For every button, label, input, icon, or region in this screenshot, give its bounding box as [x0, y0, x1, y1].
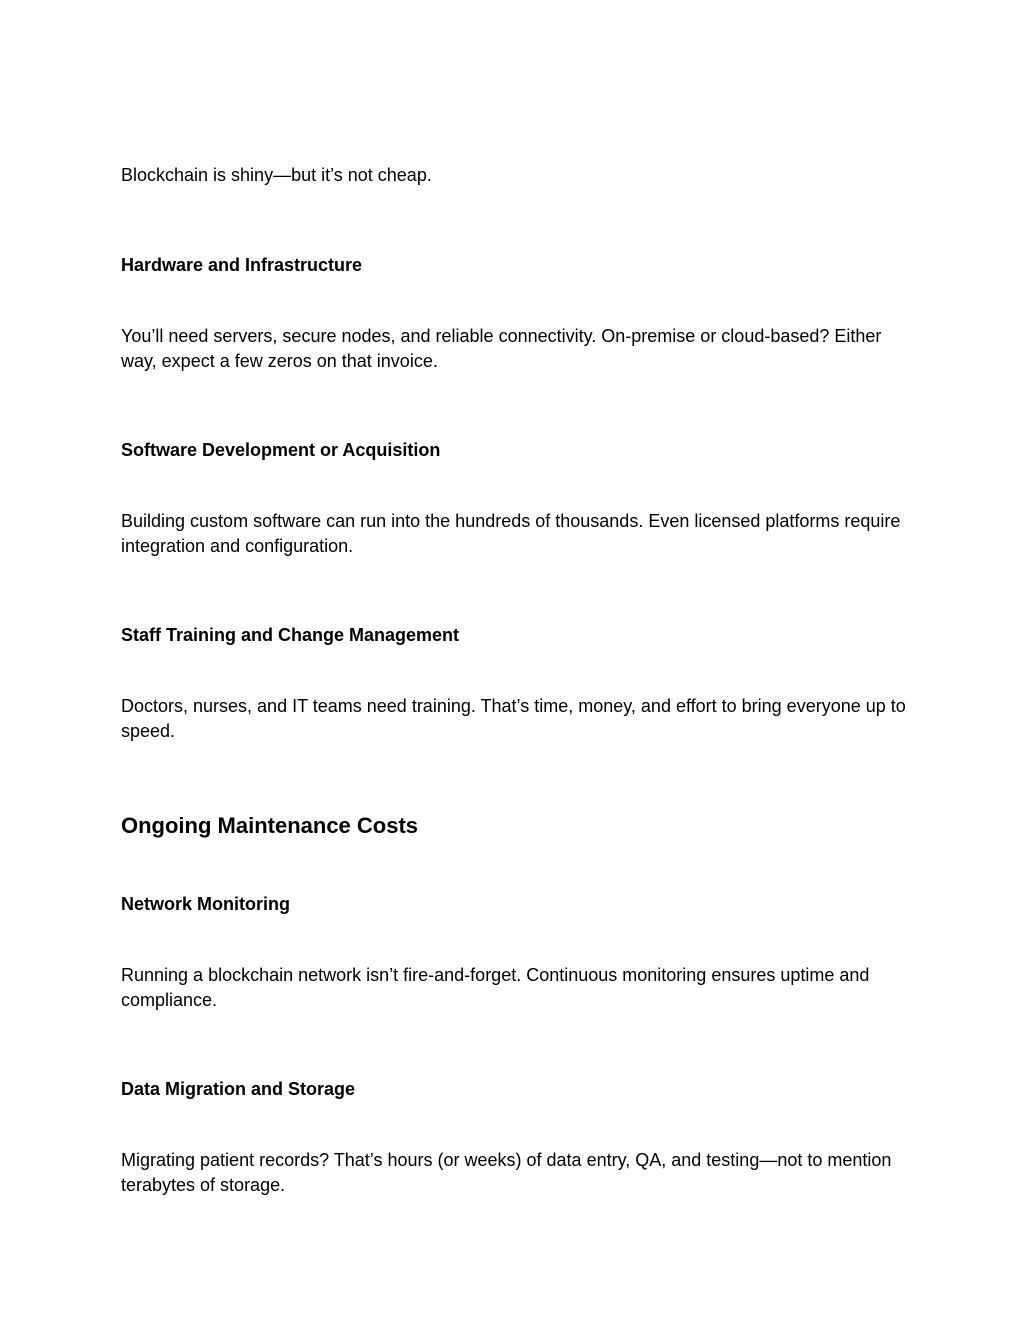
paragraph-network-monitoring: Running a blockchain network isn’t fire-and-forget. Continuous monitoring ensures uptime and compliance.: [121, 965, 870, 1010]
heading-ongoing-maintenance-costs: Ongoing Maintenance Costs: [121, 813, 419, 838]
paragraph-data-migration-storage: Migrating patient records? That’s hours (or weeks) of data entry, QA, and testing—not to mention terabytes of storage.: [121, 1150, 892, 1195]
heading-network-monitoring: Network Monitoring: [121, 894, 290, 914]
heading-hardware-infrastructure: Hardware and Infrastructure: [121, 255, 363, 275]
paragraph-software-development: Building custom software can run into the hundreds of thousands. Even licensed platforms require integration and configuration.: [121, 511, 901, 556]
heading-data-migration-storage: Data Migration and Storage: [121, 1079, 356, 1099]
paragraph-hardware-infrastructure: You’ll need servers, secure nodes, and reliable connectivity. On-premise or cloud-based? Either way, expect a few zeros on that invoice.: [121, 326, 882, 371]
paragraph-staff-training: Doctors, nurses, and IT teams need training. That’s time, money, and effort to bring everyone up to speed.: [121, 696, 906, 741]
heading-software-development: Software Development or Acquisition: [121, 440, 441, 460]
intro-paragraph: Blockchain is shiny—but it’s not cheap.: [121, 165, 432, 185]
heading-staff-training: Staff Training and Change Management: [121, 625, 460, 645]
